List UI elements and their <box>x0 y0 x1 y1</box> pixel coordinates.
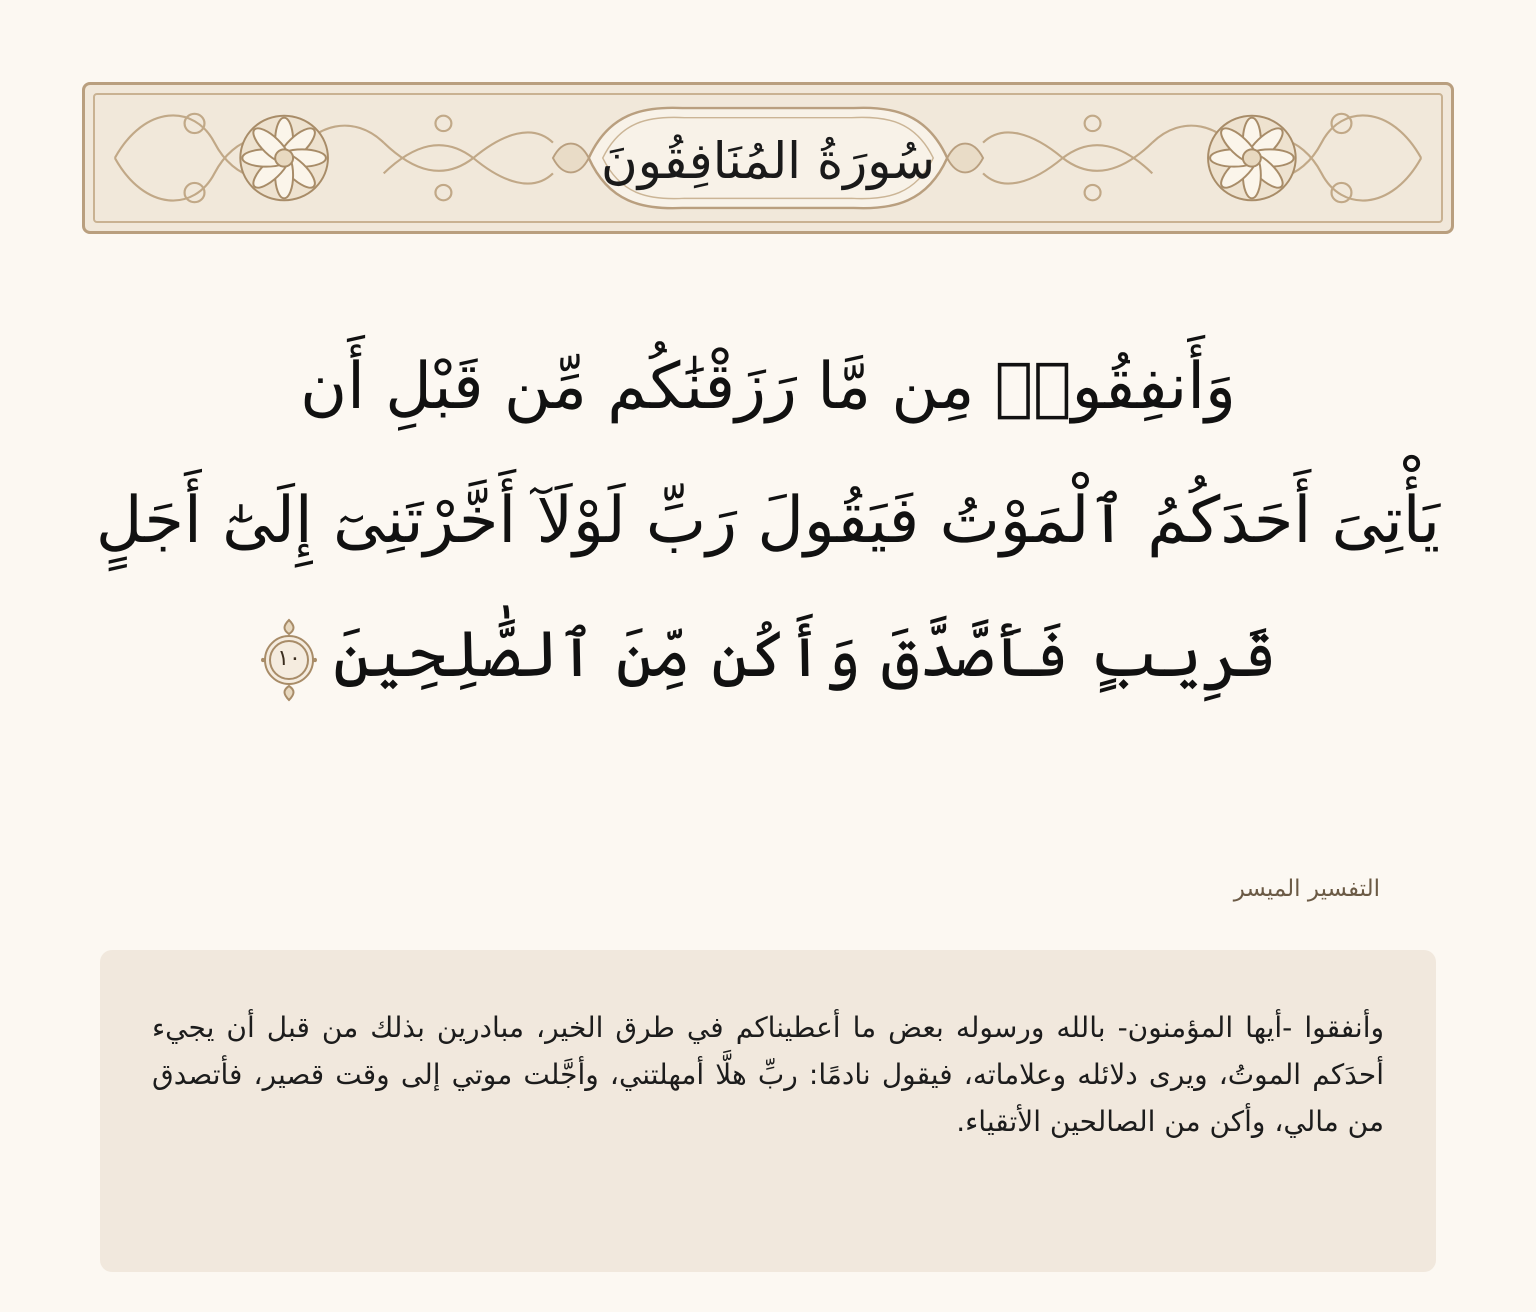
tafsir-box <box>100 950 1436 1272</box>
verse-line-2: يَأْتِىَ أَحَدَكُمُ ٱلْمَوْتُ فَيَقُولَ رَبِّ لَوْلَآ أَخَّرْتَنِىٓ إِلَىٰٓ أَجَلٍ <box>95 484 1441 558</box>
verse-line-3-text: قَرِيبٍ فَأَصَّدَّقَ وَأَكُن مِّنَ ٱلصَّٰلِحِينَ <box>333 618 1277 692</box>
verse-line-1: وَأَنفِقُوا۟ مِن مَّا رَزَقْنَٰكُم مِّن قَبْلِ أَن <box>300 350 1236 424</box>
ayah-number-marker <box>259 618 319 702</box>
ayah-number: ١٠ <box>277 645 301 671</box>
verse-line-3 <box>70 588 1466 722</box>
quran-verse <box>70 320 1466 722</box>
tafsir-text: وأنفقوا -أيها المؤمنون- بالله ورسوله بعض ما أعطيناكم في طرق الخير، مبادرين بذلك من قبل أن يجيء أحدَكم الموتُ، ويرى دلائله وعلاماته، فيقول نادمًا: ربِّ هلَّا أمهلتني، وأجَّلت موتي إلى وقت قصير، فأتصدق من مالي، وأكن من الصالحين الأتقياء. <box>152 1011 1384 1138</box>
surah-title: سُورَةُ المُنَافِقُونَ <box>600 132 936 190</box>
surah-header-banner <box>82 82 1454 234</box>
surah-title-cartouche <box>588 111 948 211</box>
tafsir-label: التفسير الميسر <box>1233 876 1380 902</box>
